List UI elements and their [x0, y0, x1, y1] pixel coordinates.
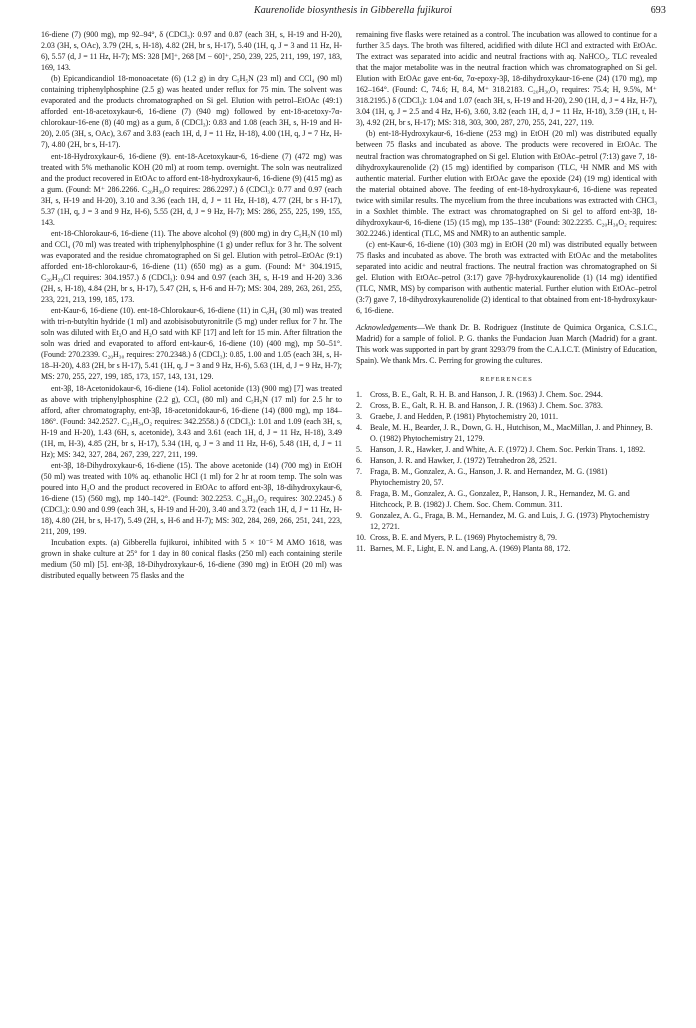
references-heading: REFERENCES — [480, 376, 533, 384]
body-paragraph: remaining five flasks were retained as a control. The incubation was allowed to continue for a further 3.5 days. The broth was filtered, acidified with dilute HCl and extracted with EtOAc. The extract was separated into acidic and neutral fractions with aq. NaHCO₃. TLC revealed that the major metabolite was in the neutral fraction which was chromatographed on Si gel. Elution with EtOAc gave ent-6α, 7α-epoxy-3β, 18-dihydroxykaur-16-ene (24) (170 mg), mp 162–164°. (Found: C, 74.6; H, 8.4, M⁺ 318.2183. C₂₀H₃₀O₃ requires: 75.4; H, 9.5%, M⁺ 318.2195.) δ (CDCl₃): 1.04 and 1.07 (each 3H, s, H-19 and H-20), 2.90 (1H, d, J = 4 Hz, H-7), 3.04 (1H, q, J = 2.5 and 4 Hz, H-6), 3.60, 3.82 (each 1H, d, J = 11 Hz, H-18), 3.59 (1H, t, H-3), 4.92 (2H, br s, H-17); MS: 318, 303, 300, 287, 270, 255, 241, 227, 119. — [356, 30, 657, 128]
acknowledgements-paragraph — [356, 322, 657, 366]
running-head — [40, 5, 666, 16]
reference-item — [356, 510, 657, 532]
reference-text: Graebe, J. and Hedden, P. (1981) Phytochemistry 20, 1011. — [370, 412, 558, 422]
body-paragraph: (b) Epicandicandiol 18-monoacetate (6) (1.2 g) in dry C₅H₅N (23 ml) and CCl₄ (90 ml) containing triphenylphosphine (2.5 g) was heated under reflux for 75 min. The solvent was evaporated and the products chromatographed on Si gel. Elution with petrol–EtOAc (49:1) afforded ent-18-acetoxykaur-6, 16-diene (7) (940 mg) followed by ent-18-acetoxy-7α-chlorokaur-16-ene (8) (40 mg) as a gum, δ (CDCl₃): 0.83 and 1.08 (each 3H, s, H-19 and H-20), 2.05 (3H, s, OAc), 3.67 and 3.83 (each 1H, d, J = 11 Hz, H-18), 4.00 (1H, q, J = 7 Hz, H-7), 4.80 (2H, br s, H-17). — [41, 74, 342, 150]
reference-text: Cross, B. E. and Myers, P. L. (1969) Phytochemistry 8, 79. — [370, 533, 557, 543]
reference-text: Hanson, J. R. and Hawker, J. (1972) Tetrahedron 28, 2521. — [370, 456, 557, 466]
reference-number: 1. — [356, 390, 362, 400]
body-paragraph: 16-diene (7) (900 mg), mp 92–94°, δ (CDCl₃): 0.97 and 0.87 (each 3H, s, H-19 and H-20), 2.03 (3H, s, OAc), 3.79 (2H, s, H-18), 4.82 (2H, br s, H-17), 5.40 (1H, q, J = 3 and 11 Hz, H-6), 5.57 (d, J = 11 Hz, H-7); MS: 328 [M]⁺, 268 [M − 60]⁺, 250, 239, 225, 211, 199, 197, 183, 169, 143. — [41, 30, 342, 73]
left-column — [41, 29, 342, 581]
right-column — [356, 29, 657, 554]
body-paragraph: ent-18-Hydroxykaur-6, 16-diene (9). ent-18-Acetoxykaur-6, 16-diene (7) (472 mg) was treated with 5% methanolic KOH (20 ml) at room temp. overnight. The soln was neutralized and the product recovered in EtOAc to afford ent-18-hydroxykaur-6, 16-diene (9) (415 mg) as a gum. (Found: M⁺ 286.2266. C₂₀H₃₀O requires: 286.2297.) δ (CDCl₃): 0.77 and 0.97 (each 3H, s, H-19 and H-20), 3.10 and 3.36 (each 1H, d, J = 11 Hz, H-18), 4.77 (2H, br s H-17), 5.37 (1H, q, J = 3 and 9 Hz, H-6), 5.55 (2H, d, J = 9 Hz, H-7); MS: 286, 255, 225, 199, 155, 143. — [41, 151, 342, 227]
reference-number: 11. — [356, 544, 366, 554]
reference-item — [356, 400, 657, 411]
reference-item — [356, 466, 657, 488]
body-paragraph: Incubation expts. (a) Gibberella fujikuroi, inhibited with 5 × 10⁻⁵ M AMO 1618, was grown in shake culture at 25° for 1 day in 80 conical flasks (250 ml) each containing sterile medium (50 ml) [5]. ent-3β, 18-Dihydroxykaur-6, 16-diene (390 mg) in EtOH (20 ml) was distributed equally between 75 flasks and the — [41, 538, 342, 581]
reference-number: 6. — [356, 456, 362, 466]
body-paragraph: (b) ent-18-Hydroxykaur-6, 16-diene (253 mg) in EtOH (20 ml) was distributed equally between 75 flasks and incubated as above. The products were recovered in EtOAc. The neutral fraction was chromatographed on Si gel. Elution with EtOAc–petrol (7:13) gave 7, 18-dihydroxykaurenolide (2) (15 mg) identified by comparison (TLC, ¹H NMR and MS with authentic material. Further elution with EtOAc gave the epoxide (24) (19 mg) identical with the material obtained above. The feeding of ent-18-hydroxykaur-6, 16-diene was repeated twice with similar results. The mycelium from the three incubations was extracted with CHCl₃ in a Soxhlet thimble. The extract was chromatographed on Si gel to afford ent-3β, 18-dihydroxykaur-6, 16-diene (15) (15 mg), mp 135–138° (Found: 302.2235. C₂₀H₃₀O₂ requires: 302.2246.) identical (TLC, MS and NMR) to an authentic sample. — [356, 129, 657, 238]
reference-text: Gonzalez, A. G., Fraga, B. M., Hernandez, M. G. and Luis, J. G. (1973) Phytochemistry 12, 2721. — [370, 511, 650, 532]
reference-number: 2. — [356, 401, 362, 411]
reference-text: Cross, B. E., Galt, R. H. B. and Hanson, J. R. (1963) J. Chem. Soc. 3783. — [370, 401, 603, 411]
body-paragraph: ent-Kaur-6, 16-diene (10). ent-18-Chlorokaur-6, 16-diene (11) in C₆H₆ (30 ml) was treated with tri-n-butyltin hydride (1 ml) and azobisisobutyronitrile (5 mg) under reflux for 7 hr. The soln was diluted with Et₂O and H₂O satd with KF [17] and left for 15 min. After filtration the soln was dried and evaporated to afford ent-kaur-6, 16-diene (10) (400 mg), mp 50–51°. (Found: 270.2339. C₂₀H₃₀ requires: 270.2348.) δ (CDCl₃): 0.85, 1.00 and 1.05 (each 3H, s, H-18–H-20), 4.83 (2H, br s H-17), 5.41 (1H, q, J = 3 and 9 Hz, H-6), 5.63 (1H, d, J = 9 Hz, H-7); MS: 270, 255, 227, 199, 185, 173, 157, 143, 131, 129. — [41, 306, 342, 382]
body-paragraph: ent-18-Chlorokaur-6, 16-diene (11). The above alcohol (9) (800 mg) in dry C₅H₅N (10 ml) and CCl₄ (70 ml) was treated with triphenylphosphine (1 g) under reflux for 3 hr. The solvent was evaporated and the residue chromatographed on Si gel. Elution with petrol–EtOAc (9:1) afforded ent-18-chlorokaur-6, 16-diene (11) (650 mg) as a gum. (Found: M⁺ 304.1915, C₂₀H₂₉Cl requires: 304.1957.) δ (CDCl₃): 0.94 and 0.97 (each 3H, s, H-19 and H-20) 3.36 (2H, s, H-18), 4.84 (2H, br s, H-17), 5.47 (2H, s, H-6 and H-7); MS: 304, 289, 263, 261, 255, 233, 221, 213, 199, 185, 173. — [41, 228, 342, 305]
reference-number: 10. — [356, 533, 366, 543]
reference-item — [356, 444, 657, 455]
reference-item — [356, 389, 657, 400]
reference-item — [356, 411, 657, 422]
reference-number: 7. — [356, 467, 362, 477]
reference-item — [356, 422, 657, 444]
body-paragraph: ent-3β, 18-Acetonidokaur-6, 16-diene (14). Foliol acetonide (13) (900 mg) [7] was treated as above with triphenylphosphine (2.2 g), CCl₄ (80 ml) and C₅H₅N (17 ml) for 2.5 hr to afford, after chromatography, ent-3β, 18-acetonidokaur-6, 16-diene (14) (800 mg), mp 184–186°. (Found: 342.2527. C₂₃H₃₄O₂ requires: 342.2558.) δ (CDCl₃): 1.01 and 1.09 (each 3H, s, H-19 and H-20), 1.43 (6H, s, acetonide), 3.43 and 3.61 (each 1H, d, J = 11 Hz, H-18), 3.49 (1H, m, H-3), 4.85 (2H, br s, H-17), 5.34 (1H, q, J = 3 and 11 Hz, H-6), 5.48 (1H, d, J = 11 Hz); MS: 342, 327, 284, 267, 239, 227, 211, 199. — [41, 383, 342, 459]
reference-text: Barnes, M. F., Light, E. N. and Lang, A. (1969) Planta 88, 172. — [370, 544, 571, 554]
page-number: 693 — [650, 5, 666, 16]
reference-number: 5. — [356, 445, 362, 455]
reference-text: Hanson, J. R., Hawker, J. and White, A. F. (1972) J. Chem. Soc. Perkin Trans. 1, 1892. — [370, 445, 646, 455]
acknowledgements-text: —We thank Dr. B. Rodriguez (Institute de Quimica Organica, C.S.I.C., Madrid) for a sample of foliol. P. G. thanks the Fundacion Juan March (Madrid) for a grant. This work was supported in part by grant 3293/79 from the C.A.I.C.T. (Ministry of Education, Spain). We thank Mrs. C. Perring for growing the cultures. — [356, 323, 657, 366]
reference-item — [356, 532, 657, 543]
references-list — [356, 389, 657, 554]
body-paragraph: ent-3β, 18-Dihydroxykaur-6, 16-diene (15). The above acetonide (14) (700 mg) in EtOH (50 ml) was treated with 10% aq. ethanolic HCl (1 ml) for 2 hr at room temp. The soln was poured into H₂O and the product recovered in EtOAc to afford ent-3β, 18-dihydroxykaur-6, 16-diene (15) (560 mg), mp 140–142°. (Found: 302.2253. C₂₀H₃₀O₂ requires: 302.2245.) δ (CDCl₃): 0.90 and 0.99 (each 3H, s, H-19 and H-20), 3.40 and 3.72 (each 1H, d, J = 11 Hz, H-18), 4.80 (2H, br s, H-17), 5.49 (2H, s, H-6 and H-7); MS: 302, 284, 269, 266, 251, 241, 223, 211, 209, 199. — [41, 460, 342, 537]
reference-item — [356, 543, 657, 554]
reference-number: 4. — [356, 423, 362, 433]
reference-text: Beale, M. H., Bearder, J. R., Down, G. H., Hutchison, M., MacMillan, J. and Phinney, B. O. (1982) Phytochemistry 21, 1279. — [370, 423, 653, 444]
reference-number: 8. — [356, 489, 362, 499]
acknowledgements-label: Acknowledgements — [356, 323, 417, 333]
reference-number: 3. — [356, 412, 362, 422]
running-head-title: Kaurenolide biosynthesis in Gibberella fujikuroi — [253, 5, 453, 16]
body-paragraph: (c) ent-Kaur-6, 16-diene (10) (303 mg) in EtOH (20 ml) was distributed equally between 75 flasks and incubated as above. The broth was extracted with EtOAc and the metabolites separated into acidic and neutral fractions. The neutral fraction was chromatographed on Si gel. Elution with EtOAc–petrol (3:17) gave 7β-hydroxykaurenolide (1) (14 mg) identified (TLC, NMR, MS) by comparison with authentic material. Further elution with EtOAc–petrol (3:7) gave 7, 18-dihydroxykaurenolide (2) identical to that obtained from ent-18-hydroxykaur-6, 16-diene. — [356, 239, 657, 316]
reference-number: 9. — [356, 511, 362, 521]
reference-item — [356, 455, 657, 466]
reference-text: Fraga, B. M., Gonzalez, A. G., Hanson, J. R. and Hernandez, M. G. (1981) Phytochemistry 20, 57. — [370, 467, 608, 488]
reference-text: Fraga, B. M., Gonzalez, A. G., Gonzalez, P., Hanson, J. R., Hernandez, M. G. and Hitchcock, P. B. (1982) J. Chem. Soc. Chem. Commun. 311. — [370, 489, 630, 510]
reference-text: Cross, B. E., Galt, R. H. B. and Hanson, J. R. (1963) J. Chem. Soc. 2944. — [370, 390, 603, 400]
reference-item — [356, 488, 657, 510]
